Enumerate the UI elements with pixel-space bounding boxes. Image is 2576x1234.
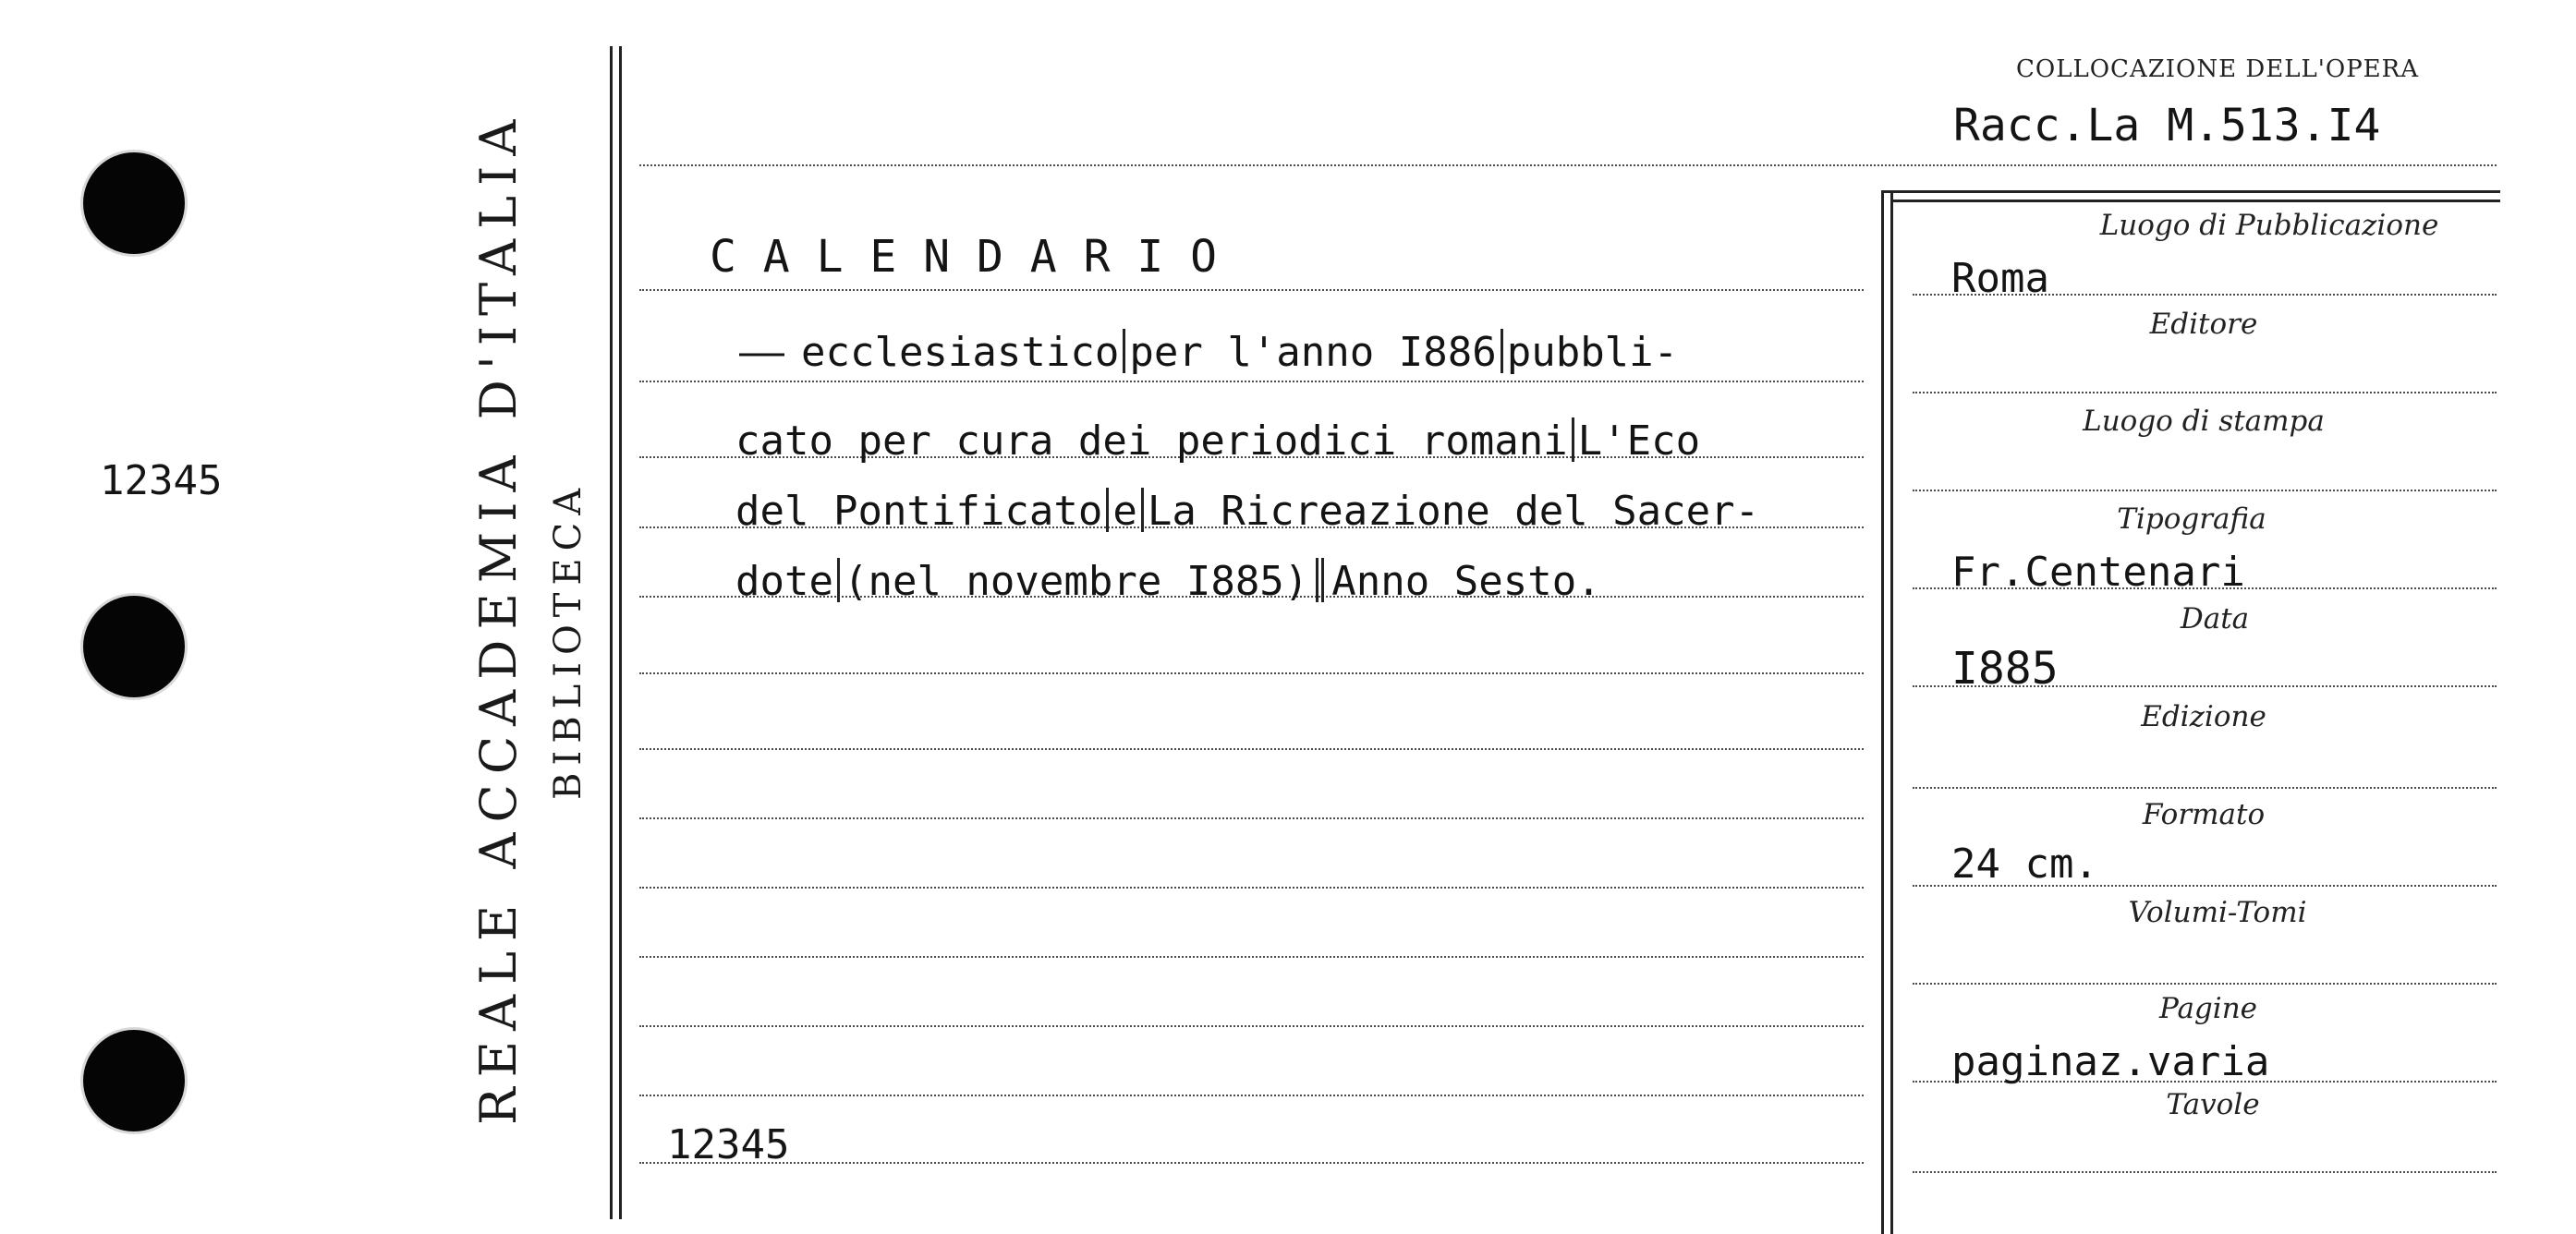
body-text-3c: La Ricreazione del Sacer- [1147, 488, 1760, 535]
body-text-1a: ecclesiastico [800, 329, 1120, 376]
field-separator [1572, 417, 1574, 462]
rule-line-2 [639, 381, 1864, 382]
body-text-3a: del Pontificato [735, 488, 1103, 535]
rule-line-10 [639, 956, 1864, 958]
field-line-tavole [1913, 1171, 2497, 1173]
institution-name: REALE ACCADEMIA D'ITALIA [469, 109, 528, 1125]
body-dash: —— [739, 329, 781, 376]
field-separator [1501, 329, 1503, 373]
rule-line-8 [639, 817, 1864, 819]
double-separator [1316, 558, 1324, 602]
rule-line-11 [639, 1025, 1864, 1027]
label-luogo-pubblicazione: Luogo di Pubblicazione [2099, 209, 2439, 242]
right-box-top-rule-a [1881, 190, 2500, 193]
body-line-3 [735, 488, 1759, 535]
body-line-2 [735, 417, 1700, 465]
label-tavole: Tavole [2166, 1088, 2260, 1121]
label-formato: Formato [2142, 798, 2266, 831]
body-text-4a: dote [735, 558, 833, 605]
punch-hole-middle [83, 596, 185, 697]
value-formato: 24 cm. [1951, 841, 2098, 888]
field-separator [1106, 488, 1109, 532]
field-line-editore [1913, 392, 2497, 393]
label-luogo-stampa: Luogo di stampa [2083, 405, 2325, 438]
accession-number-left: 12345 [100, 457, 223, 504]
label-tipografia: Tipografia [2117, 502, 2266, 536]
collocation-value: Racc.La M.513.I4 [1953, 100, 2381, 151]
field-separator [1123, 329, 1125, 373]
right-box-rule-a [1881, 192, 1884, 1234]
rule-line-12 [639, 1095, 1864, 1096]
value-data: I885 [1951, 643, 2059, 695]
rule-line-13 [639, 1162, 1864, 1164]
body-text-2b: L'Eco [1577, 417, 1701, 465]
body-text-1c: pubbli- [1506, 329, 1679, 376]
punch-hole-bottom [83, 1030, 185, 1131]
value-tipografia: Fr.Centenari [1951, 549, 2245, 596]
collocation-label: COLLOCAZIONE DELL'OPERA [2016, 55, 2420, 83]
right-box-top-rule-b [1890, 200, 2500, 202]
rule-line-9 [639, 887, 1864, 889]
body-text-4b: (nel novembre I885) [843, 558, 1309, 605]
rule-line-6 [639, 672, 1864, 674]
body-text-1b: per l'anno I886 [1129, 329, 1497, 376]
card-title: C A L E N D A R I O [710, 231, 1218, 283]
value-pagine: paginaz.varia [1951, 1038, 2270, 1085]
label-pagine: Pagine [2158, 992, 2258, 1025]
rule-line-7 [639, 748, 1864, 750]
collocation-line [639, 164, 2497, 166]
label-edizione: Edizione [2141, 700, 2266, 733]
right-box-rule-b [1890, 192, 1893, 1234]
label-editore: Editore [2149, 308, 2258, 341]
label-volumi-tomi: Volumi-Tomi [2128, 896, 2307, 929]
field-line-volumi [1913, 983, 2497, 985]
value-luogo-pubblicazione: Roma [1951, 255, 2049, 302]
body-text-4c: Anno Sesto. [1331, 558, 1601, 605]
label-data: Data [2180, 602, 2250, 635]
field-separator [837, 558, 840, 602]
accession-number-bottom: 12345 [667, 1121, 790, 1168]
left-double-rule-b [619, 46, 622, 1219]
body-text-3b: e [1112, 488, 1137, 535]
rule-line-1 [639, 289, 1864, 291]
body-line-1 [739, 329, 1678, 376]
left-double-rule-a [610, 46, 613, 1219]
field-line-edizione [1913, 787, 2497, 789]
body-text-2a: cato per cura dei periodici romani [735, 417, 1568, 465]
field-separator [1141, 488, 1144, 532]
library-name: BIBLIOTECA [547, 480, 589, 800]
body-line-4 [735, 558, 1601, 605]
field-line-luogo-stampa [1913, 490, 2497, 491]
punch-hole-top [83, 152, 185, 254]
